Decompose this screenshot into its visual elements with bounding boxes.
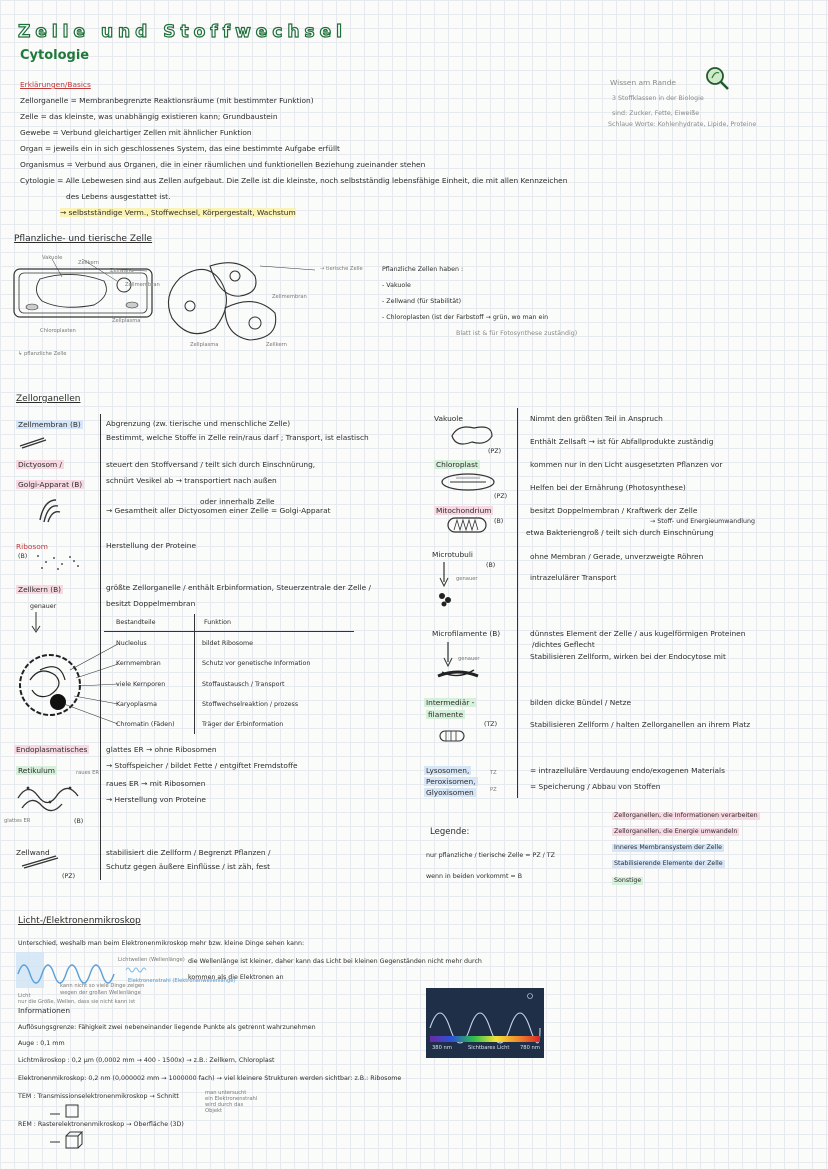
cell-wall-icon (20, 852, 60, 868)
organelle-desc: = Speicherung / Abbau von Stoffen (530, 782, 661, 791)
wave-note: wegen der großen Wellenlänge (60, 990, 141, 996)
basics-row: Zelle = das kleinste, was unabhängig existieren kann; Grundbaustein (20, 112, 278, 121)
organelle-desc: dünnstes Element der Zelle / aus kugelförmigen Proteinen (530, 629, 746, 638)
nucleus-function: bildet Ribosome (202, 640, 253, 647)
plant-caption: ↳ pflanzliche Zelle (18, 351, 67, 357)
organelle-desc: Schutz gegen äußere Einflüsse / ist zäh, fest (106, 862, 270, 871)
sidebox-line: Schlaue Worte: Kohlenhydrate, Lipide, Proteine (608, 121, 757, 128)
organelle-desc: Stabilisieren Zellform, wirken bei der Endocytose mit (530, 652, 726, 661)
organelle-desc: schnürt Vesikel ab → transportiert nach außen (106, 476, 277, 485)
nucleus-part: viele Kernporen (116, 681, 166, 688)
plant-label: Zellplasma (112, 318, 141, 324)
organelle-name: Glyoxisomen (426, 788, 474, 797)
animal-label: → tierische Zelle (320, 266, 363, 272)
organelle-desc: besitzt Doppelmembran (106, 599, 196, 608)
microtubuli-icon (436, 560, 458, 608)
organelle-desc: stabilisiert die Zellform / Begrenzt Pflanzen / (106, 848, 271, 857)
plant-label: Zellmembran (125, 282, 160, 288)
arrow-down-icon (30, 612, 42, 634)
organelle-desc: kommen nur in den Licht ausgesetzten Pflanzen vor (530, 460, 723, 469)
nucleus-part: Kernmembran (116, 660, 161, 667)
organelle-name: Dictyosom / (18, 460, 63, 469)
spectrum-label: Sichtbares Licht (468, 1045, 510, 1051)
nucleus-function: Stoffwechselreaktion / prozess (202, 701, 299, 708)
er-tag: (B) (74, 818, 84, 825)
legend-key: Inneres Membransystem der Zelle (614, 844, 722, 851)
microscope-row: Elektronenmikroskop: 0,2 nm (0,000002 mm → 1000000 fach) → viel kleinere Strukturen werden sichtbar: z.B.: Ribosome (18, 1075, 402, 1082)
organelle-name: Golgi-Apparat (B) (18, 480, 83, 489)
tem-note: Objekt (205, 1108, 223, 1114)
tem-note: wird durch das (205, 1102, 244, 1108)
sidebox-title: Wissen am Rande (610, 78, 676, 87)
nucleus-table-header: Bestandteile (116, 619, 156, 626)
microscope-intro: Unterschied, weshalb man beim Elektronenmikroskop mehr bzw. kleine Dinge sehen kann: (18, 940, 305, 947)
organelle-desc: steuert den Stoffversand / teilt sich durch Einschnürung, (106, 460, 316, 469)
nucleus-part: Nucleolus (116, 640, 147, 647)
organelle-desc: → Gesamtheit aller Dictyosomen einer Zelle = Golgi-Apparat (106, 506, 331, 515)
cells-info-title: Pflanzliche Zellen haben : (382, 266, 464, 273)
basics-row: des Lebens ausgestattet ist. (66, 192, 171, 201)
cells-info-item: Blatt ist & für Fotosynthese zuständig) (456, 330, 578, 337)
organelles-heading: Zellorganellen (16, 394, 81, 404)
organelle-desc: oder innerhalb Zelle (200, 497, 275, 506)
plant-label: Zellkern (78, 260, 99, 266)
chloroplast-icon (440, 472, 500, 492)
organelle-name: Zellkern (B) (18, 585, 62, 594)
organelle-tag: (B) (486, 562, 496, 569)
organelle-extra: genauer (456, 576, 478, 582)
organelle-desc: → Stoffspeicher / bildet Fette / entgiftet Fremdstoffe (106, 761, 298, 770)
organelle-desc: größte Zellorganelle / enthält Erbinformation, Steuerzentrale der Zelle / (106, 583, 372, 592)
organelle-name: Microfilamente (B) (432, 629, 501, 638)
page-title: Zelle und Stoffwechsel (18, 22, 347, 42)
basics-row: Organ = jeweils ein in sich geschlossenes System, das eine bestimmte Aufgabe erfüllt (20, 144, 340, 153)
legend-key: Zellorganellen, die Informationen verarbeiten (614, 812, 758, 819)
organelle-desc: → Stoff- und Energieumwandlung (650, 518, 755, 525)
animal-cell-diagram (160, 258, 330, 348)
microscope-heading: Licht-/Elektronenmikroskop (18, 916, 141, 926)
nucleus-function: Träger der Erbinformation (202, 721, 284, 728)
basics-row: Organismus = Verbund aus Organen, die in einer räumlichen und funktionellen Beziehung zueinander stehen (20, 160, 426, 169)
spectrum-label: 780 nm (520, 1045, 540, 1051)
organelle-tag: PZ (490, 787, 497, 793)
organelle-name: filamente (428, 710, 464, 719)
microscope-info-heading: Informationen (18, 1006, 71, 1015)
cube-icon (50, 1130, 90, 1152)
cells-info-item: - Zellwand (für Stabilität) (382, 298, 462, 305)
microscope-row: REM : Rasterelektronenmikroskop → Oberfläche (3D) (18, 1121, 184, 1128)
page-subtitle: Cytologie (20, 48, 90, 63)
wave-text: die Wellenlänge ist kleiner, daher kann das Licht bei kleinen Gegenständen nicht mehr durch (188, 958, 482, 965)
organelle-desc: /dichtes Geflecht (532, 640, 595, 649)
animal-label: Zellmembran (272, 294, 307, 300)
organelle-tag: (PZ) (62, 873, 76, 880)
wave-caption: nur die Größe, Wellen, dass sie nicht kann ist (18, 999, 136, 1005)
organelle-desc: besitzt Doppelmembran / Kraftwerk der Zelle (530, 506, 698, 515)
cells-heading: Pflanzliche- und tierische Zelle (14, 234, 153, 244)
organelle-name: Mitochondrium (436, 506, 492, 515)
basics-heading: Erklärungen/Basics (20, 80, 91, 89)
vacuole-icon (446, 422, 498, 448)
basics-row: Zellorganelle = Membranbegrenzte Reaktionsräume (mit bestimmter Funktion) (20, 96, 314, 105)
organelle-desc: raues ER → mit Ribosomen (106, 779, 206, 788)
cells-info-item: - Vakuole (382, 282, 411, 289)
microscope-row: TEM : Transmissionselektronenmikroskop → Schnitt (18, 1093, 179, 1100)
organelle-desc: ohne Membran / Gerade, unverzweigte Röhren (530, 552, 704, 561)
er-label: raues ER (76, 770, 100, 776)
organelle-desc: → Herstellung von Proteine (106, 795, 206, 804)
mitochondrium-icon (446, 516, 490, 534)
organelle-name: Zellmembran (B) (18, 420, 81, 429)
nucleus-function: Schutz vor genetische Information (202, 660, 311, 667)
nucleus-part: Karyoplasma (116, 701, 157, 708)
basics-row: → selbstständige Verm., Stoffwechsel, Körpergestalt, Wachstum (60, 208, 296, 217)
legend-key: Zellorganellen, die Energie umwandeln (614, 828, 738, 835)
organelle-tag: TZ (490, 770, 497, 776)
wave-caption: Licht (18, 993, 31, 999)
organelle-name: Intermediär - (426, 698, 475, 707)
nucleus-table-header: Funktion (204, 619, 231, 626)
organelle-desc: bilden dicke Bündel / Netze (530, 698, 632, 707)
organelle-desc: intrazelulärer Transport (530, 573, 617, 582)
organelle-tag: (PZ) (488, 448, 502, 455)
basics-row: Cytologie = Alle Lebewesen sind aus Zellen aufgebaut. Die Zelle ist die kleinste, noch selbstständig lebensfähige Einheit, die mit allen Kennzeichen (20, 176, 568, 185)
sidebox-line: sind: Zucker, Fette, Eiweiße (612, 110, 700, 117)
organelle-name: Chloroplast (436, 460, 478, 469)
plant-label: Zellwand (110, 268, 134, 274)
plant-label: Chloroplasten (40, 328, 76, 334)
er-label: glattes ER (4, 818, 31, 824)
animal-label: Zellplasma (190, 342, 219, 348)
wave-label: Lichtwellen (Wellenlänge) (118, 957, 185, 963)
microscope-row: Auflösungsgrenze: Fähigkeit zwei nebeneinander liegende Punkte als getrennt wahrzunehmen (18, 1024, 316, 1031)
tem-note: man untersucht (205, 1090, 247, 1096)
organelle-name: Zellwand (16, 848, 50, 857)
organelle-desc: Bestimmt, welche Stoffe in Zelle rein/raus darf ; Transport, ist elastisch (106, 433, 369, 442)
cells-info-item: - Chloroplasten (ist der Farbstoff → grün, wo man ein (382, 314, 549, 321)
nucleus-function: Stoffaustausch / Transport (202, 681, 285, 688)
legend-line: wenn in beiden vorkommt = B (426, 873, 523, 880)
er-icon (14, 778, 84, 818)
tem-note: ein Elektronenstrahl (205, 1096, 258, 1102)
nucleus-part: Chromatin (Fäden) (116, 721, 175, 728)
organelle-desc: Nimmt den größten Teil in Anspruch (530, 414, 663, 423)
spectrum-label: 380 nm (432, 1045, 452, 1051)
organelle-desc: Herstellung der Proteine (106, 541, 197, 550)
sidebox-line: 3 Stoffklassen in der Biologie (612, 95, 704, 102)
legend-line: nur pflanzliche / tierische Zelle = PZ / TZ (426, 852, 555, 859)
legend-key: Sonstige (614, 877, 642, 884)
plant-label: Vakuole (42, 255, 63, 261)
organelle-extra: genauer (458, 656, 480, 662)
organelle-extra: genauer (30, 603, 57, 610)
organelle-desc: etwa Bakteriengroß / teilt sich durch Einschnürung (526, 528, 714, 537)
organelle-tag: (PZ) (494, 493, 508, 500)
organelle-desc: Abgrenzung (zw. tierische und menschliche Zelle) (106, 419, 291, 428)
microfilament-icon (434, 640, 484, 684)
organelle-name: Endoplasmatisches (16, 745, 88, 754)
organelle-tag: (TZ) (484, 721, 498, 728)
organelle-desc: glattes ER → ohne Ribosomen (106, 745, 217, 754)
organelle-name: Vakuole (434, 414, 463, 423)
organelle-name: Microtubuli (432, 550, 473, 559)
organelle-tag: (B) (494, 518, 504, 525)
organelle-desc: Enthält Zellsaft → ist für Abfallprodukte zuständig (530, 437, 714, 446)
organelle-desc: Helfen bei der Ernährung (Photosynthese) (530, 483, 686, 492)
organelle-desc: = intrazelluläre Verdauung endo/exogenen Materials (530, 766, 725, 775)
magnifier-icon (704, 66, 730, 90)
wave-label: Elektronenstrahl (Elektronenwellenlänge) (128, 978, 236, 984)
nucleus-diagram (10, 640, 120, 730)
legend-key: Stabilisierende Elemente der Zelle (614, 860, 723, 867)
organelle-desc: Stabilisieren Zellform / halten Zellorganellen an ihrem Platz (530, 720, 751, 729)
membrane-icon (18, 436, 48, 448)
basics-row: Gewebe = Verbund gleichartiger Zellen mit ähnlicher Funktion (20, 128, 252, 137)
legend-title: Legende: (430, 827, 470, 837)
organelle-name: Peroxisomen, (426, 777, 476, 786)
animal-label: Zellkern (266, 342, 287, 348)
organelle-name: Lysosomen, (426, 766, 470, 775)
microscope-row: Auge : 0,1 mm (18, 1040, 65, 1047)
wave-note: kann nicht so viele Dinge zeigen (60, 983, 145, 989)
organelle-name: Ribosom (16, 542, 48, 551)
organelle-name: Retikulum (18, 766, 55, 775)
microscope-row: Lichtmikroskop : 0,2 µm (0,0002 mm → 400 - 1500x) → z.B.: Zellkern, Chloroplast (18, 1057, 275, 1064)
intermediate-filament-icon (438, 728, 468, 744)
wave-text: kommen als die Elektronen an (188, 974, 284, 981)
organelle-name: (B) (18, 553, 28, 560)
ribosome-dots-icon (34, 552, 84, 572)
golgi-icon (34, 496, 62, 524)
